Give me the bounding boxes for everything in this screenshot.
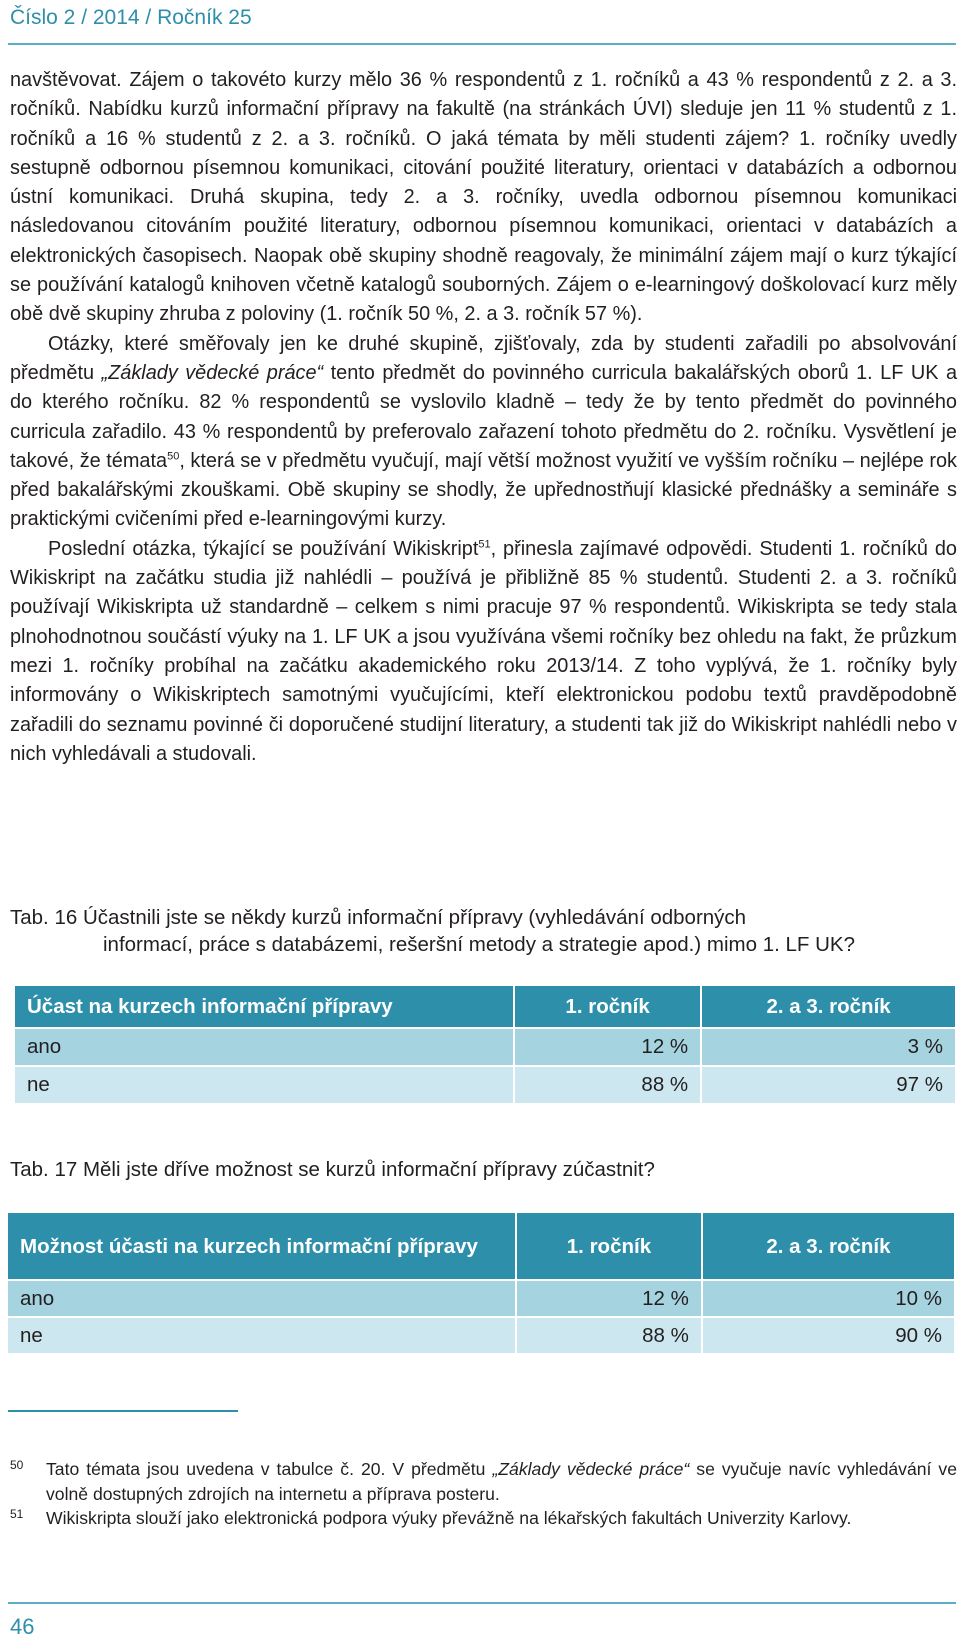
header-divider <box>8 43 956 45</box>
footnote-text: Wikiskripta slouží jako elektronická podpora výuky převážně na lékařských fakultách Univerzity Karlovy. <box>46 1508 852 1528</box>
paragraph-2-part-3: , která se v předmětu vyučují, mají větší možnost využití ve vyšším ročníku – nejlépe rok před bakalářskými zkouškami. Obě skupiny se shodly, že upřednostňují klasické přednášky a semináře s praktickými cvičeními před e-learningovými kurzy. <box>10 449 957 531</box>
paragraph-2 <box>10 330 957 535</box>
table-cell: ne <box>14 1066 514 1104</box>
table-header-cell: 1. ročník <box>514 985 701 1028</box>
table-cell: 90 % <box>702 1317 955 1354</box>
table-cell: 88 % <box>514 1066 701 1104</box>
table-header-cell: Možnost účasti na kurzech informační přípravy <box>7 1212 516 1280</box>
table-header-cell: 1. ročník <box>516 1212 702 1280</box>
body-text <box>10 66 957 769</box>
footnote-divider <box>8 1410 238 1412</box>
table-16-caption-line-2: informací, práce s databázemi, rešeršní metody a strategie apod.) mimo 1. LF UK? <box>103 933 855 956</box>
table-cell: 12 % <box>516 1280 702 1317</box>
table-header-row <box>7 1212 955 1280</box>
paragraph-1: navštěvovat. Zájem o takovéto kurzy mělo 36 % respondentů z 1. ročníků a 43 % respondentů z 2. a 3. ročníků. Nabídku kurzů informační přípravy na fakultě (na stránkách ÚVI) sleduje jen 11 % studentů z 1. ročníků a 16 % studentů z 2. a 3. ročníků. O jaká témata by měli studenti zájem? 1. ročníky uvedly sestupně odbornou písemnou komunikaci, citování použité literatury, orientaci v databázích a odbornou ústní komunikaci. Druhá skupina, tedy 2. a 3. ročníky, uvedla odbornou písemnou komunikaci následovanou citováním použité literatury, odbornou písemnou komunikaci, orientaci v databázích a elektronických časopisech. Naopak obě skupiny shodně reagovaly, že minimální zájem mají o kurz týkající se používání katalogů knihoven včetně katalogů souborných. Zájem o e-learningový doškolovací kurz měly obě dvě skupiny zhruba z poloviny (1. ročník 50 %, 2. a 3. ročník 57 %). <box>10 69 957 326</box>
table-cell: 88 % <box>516 1317 702 1354</box>
paragraph-2-part-2: tento předmět do povinného curricula bakalářských oborů 1. LF UK a do kterého ročníku. 82 % respondentů se vyslovilo kladně – tedy že by tento předmět do povinného curricula zařadilo. 43 % respondentů by preferovalo zařazení tohoto předmětu do 2. ročníku. Vysvětlení je takové, že témata <box>10 361 958 472</box>
course-title-italic: „Základy vědecké práce“ <box>101 361 324 384</box>
footnote-mark: 51 <box>10 1507 24 1521</box>
footer-divider <box>8 1602 956 1604</box>
running-header: Číslo 2 / 2014 / Ročník 25 <box>10 6 252 29</box>
table-cell: 97 % <box>701 1066 956 1104</box>
footnote-text: Tato témata jsou uvedena v tabulce č. 20. V předmětu <box>46 1459 493 1479</box>
footnote-50 <box>10 1457 957 1506</box>
page-number: 46 <box>10 1614 35 1639</box>
table-16 <box>13 984 957 1105</box>
footnote-italic: „Základy vědecké práce“ <box>492 1459 690 1479</box>
table-16-caption <box>10 904 855 958</box>
table-header-row <box>14 985 956 1028</box>
table-row <box>7 1280 955 1317</box>
table-row <box>14 1066 956 1104</box>
table-header-cell: 2. a 3. ročník <box>702 1212 955 1280</box>
table-row <box>14 1028 956 1066</box>
paragraph-3-part-1: Poslední otázka, týkající se používání Wikiskript <box>48 537 479 560</box>
table-16-caption-line-1: Tab. 16 Účastnili jste se někdy kurzů informační přípravy (vyhledávání odborných <box>10 906 747 929</box>
table-cell: 12 % <box>514 1028 701 1066</box>
table-header-cell: 2. a 3. ročník <box>701 985 956 1028</box>
table-row <box>7 1317 955 1354</box>
table-cell: 10 % <box>702 1280 955 1317</box>
table-cell: 3 % <box>701 1028 956 1066</box>
footnote-mark: 50 <box>10 1458 24 1472</box>
paragraph-3-part-2: , přinesla zajímavé odpovědi. Studenti 1. ročníků do Wikiskript na začátku studia již nahlédli – používá je přibližně 85 % studentů. Studenti 2. a 3. ročníků používají Wikiskripta už standardně – celkem s nimi pracuje 97 % respondentů. Wikiskripta se tedy stala plnohodnotnou součástí výuky na 1. LF UK a jsou využívána všemi ročníky bez ohledu na fakt, že průzkum mezi 1. ročníky probíhal na začátku akademického roku 2013/14. Z toho vyplývá, že 1. ročníky byly informovány o Wikiskriptech samotnými vyučujícími, kteří elektronickou podobu textů pravděpodobně zařadili do seznamu povinné či doporučené studijní literatury, a studenti tak již do Wikiskript nahlédli nebo v nich vyhledávali a studovali. <box>10 537 957 765</box>
paragraph-3 <box>10 535 957 769</box>
footnote-51 <box>10 1506 957 1531</box>
footnote-ref-51[interactable]: 51 <box>478 538 491 551</box>
table-header-cell: Účast na kurzech informační přípravy <box>14 985 514 1028</box>
table-17-caption: Tab. 17 Měli jste dříve možnost se kurzů informační přípravy zúčastnit? <box>10 1158 655 1181</box>
table-cell: ne <box>7 1317 516 1354</box>
footnotes <box>10 1457 957 1531</box>
footnote-text: se vyučuje navíc vyhledávání ve volně dostupných zdrojích na internetu a příprava posteru. <box>46 1459 958 1504</box>
table-17 <box>6 1211 956 1355</box>
table-cell: ano <box>14 1028 514 1066</box>
paragraph-2-part-1: Otázky, které směřovaly jen ke druhé skupině, zjišťovaly, zda by studenti zařadili po absolvování předmětu <box>10 332 957 384</box>
footnote-ref-50[interactable]: 50 <box>167 450 180 463</box>
table-cell: ano <box>7 1280 516 1317</box>
